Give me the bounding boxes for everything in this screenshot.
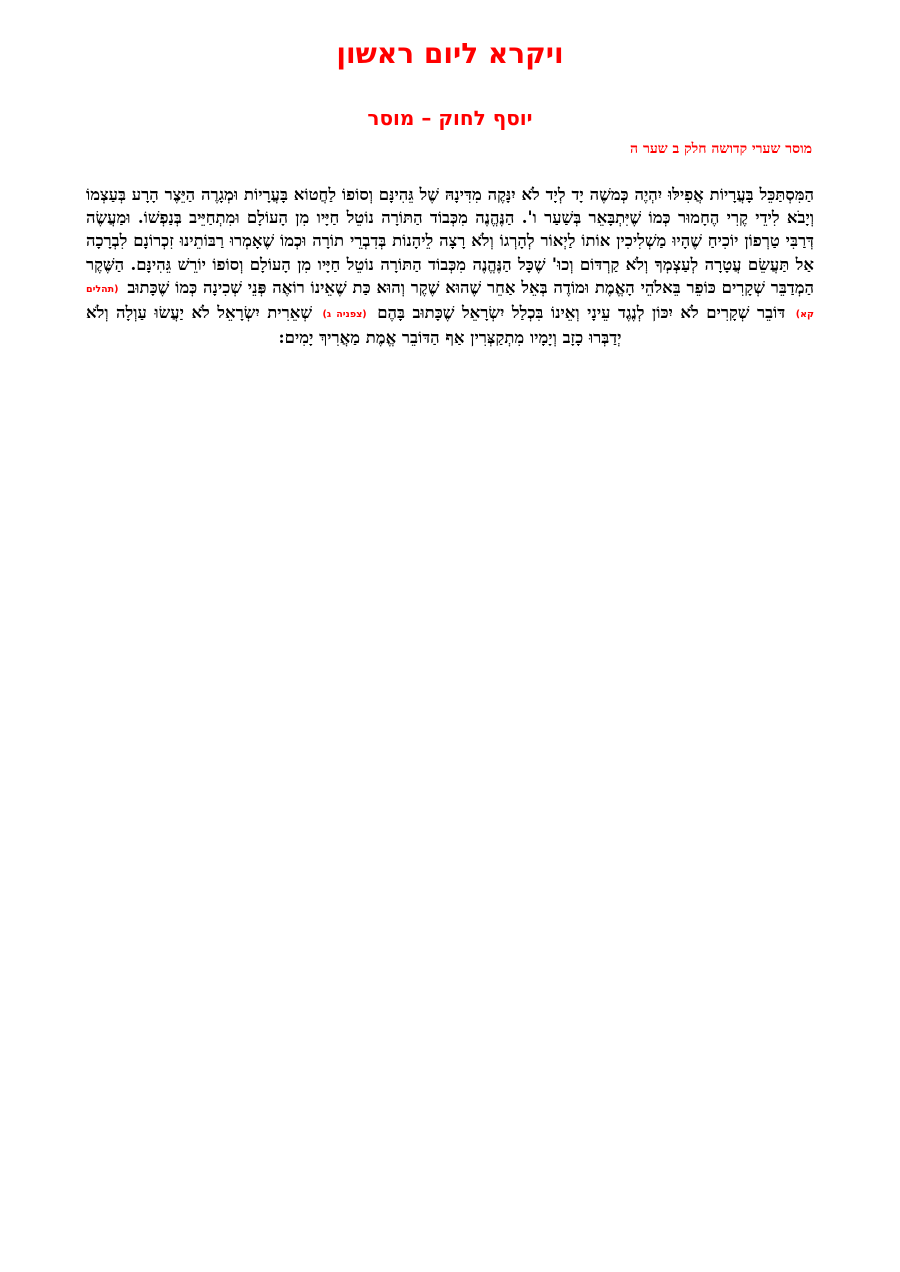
citation-tehillim: (תהלים קא) (86, 283, 814, 321)
page-title: ויקרא ליום ראשון (336, 37, 564, 70)
body-paragraph (86, 183, 814, 349)
citation-tzefanya: (צפניה ג) (322, 309, 367, 321)
body-text-part-3: שְׁאֵרִית יִשְׂרָאֵל לֹא יַעֲשׂוּ עַוְלָה וְלֹא יְדַבְּרוּ כָזָב וְיָמָיו מִתְקַצְּרִין אַף הַדּוֹבֵר אֱמֶת מַאֲרִיךְ יָמִים: (86, 303, 622, 348)
body-text-part-1: הַמִּסְתַּכֵּל בָּעֲרָיוֹת אֲפִילּוּ יִהְיֶה כְּמשֶׁה יָד לְיָד לֹא יִנָּקֶה מִדִּינָהּ שֶׁל גֵּהִינָּם וְסוֹפוֹ לַחֲטוֹא בָּעֲרָיוֹת וּמְגָרֶה הַיֵּצֶר הָרָע בְּעַצְמוֹ וְיָבֹא לִידֵי קֶרִי הֶחָמוּר כְּמוֹ שֶׁיִּתְבָּאֵר בְּשַׁעַר ו'. הַנֶּהֱנֶה מִכְּבוֹד הַתּוֹרָה נוֹטֵל חַיָּיו מִן הָעוֹלָם וּמִתְחַיֵּיב בְּנַפְשׁוֹ. וּמַעֲשֶׂה דְּרַבִּי טַרְפוֹן יוֹכִיחַ שֶׁהָיוּ מַשְׁלִיכִין אוֹתוֹ לַיְאוֹר לְהָרְגוֹ וְלֹא רָצָה לֵיהָנוֹת בְּדִבְרֵי תוֹרָה וּכְמוֹ שֶׁאָמְרוּ רַבּוֹתֵינוּ זִכְרוֹנָם לִבְרָכָה אַל תַּעֲשֵׂם עֲטָרָה לְעַצְמְךָ וְלֹא קַרְדּוֹם וְכוּ' שֶׁכָּל הַנֶּהֱנֶה מִכְּבוֹד הַתּוֹרָה נוֹטֵל חַיָּיו מִן הָעוֹלָם וְסוֹפוֹ יוֹרֵשׁ גֵּהִינָּם. הַשֶּׁקֶר הַמְדַבֵּר שְׁקָרִים כּוֹפֵר בֵּאלֹהֵי הָאֱמֶת וּמוֹדֶה בְּאֵל אַחֵר שֶׁהוּא שֶׁקֶר וְהוּא כַּת שֶׁאֵינוֹ רוֹאֶה פְּנֵי שְׁכִינָה כְּמוֹ שֶׁכָּתוּב (86, 185, 814, 297)
body-text-part-2: דּוֹבֵר שְׁקָרִים לֹא יִכּוֹן לְנֶגֶד עֵינָי וְאֵינוֹ בִּכְלַל יִשְׂרָאֵל שֶׁכָּתוּב בָּהֶם (377, 303, 786, 323)
source-reference: מוסר שערי קדושה חלק ב שער ה (630, 141, 812, 157)
section-subtitle: יוסף לחוק – מוסר (367, 106, 533, 130)
